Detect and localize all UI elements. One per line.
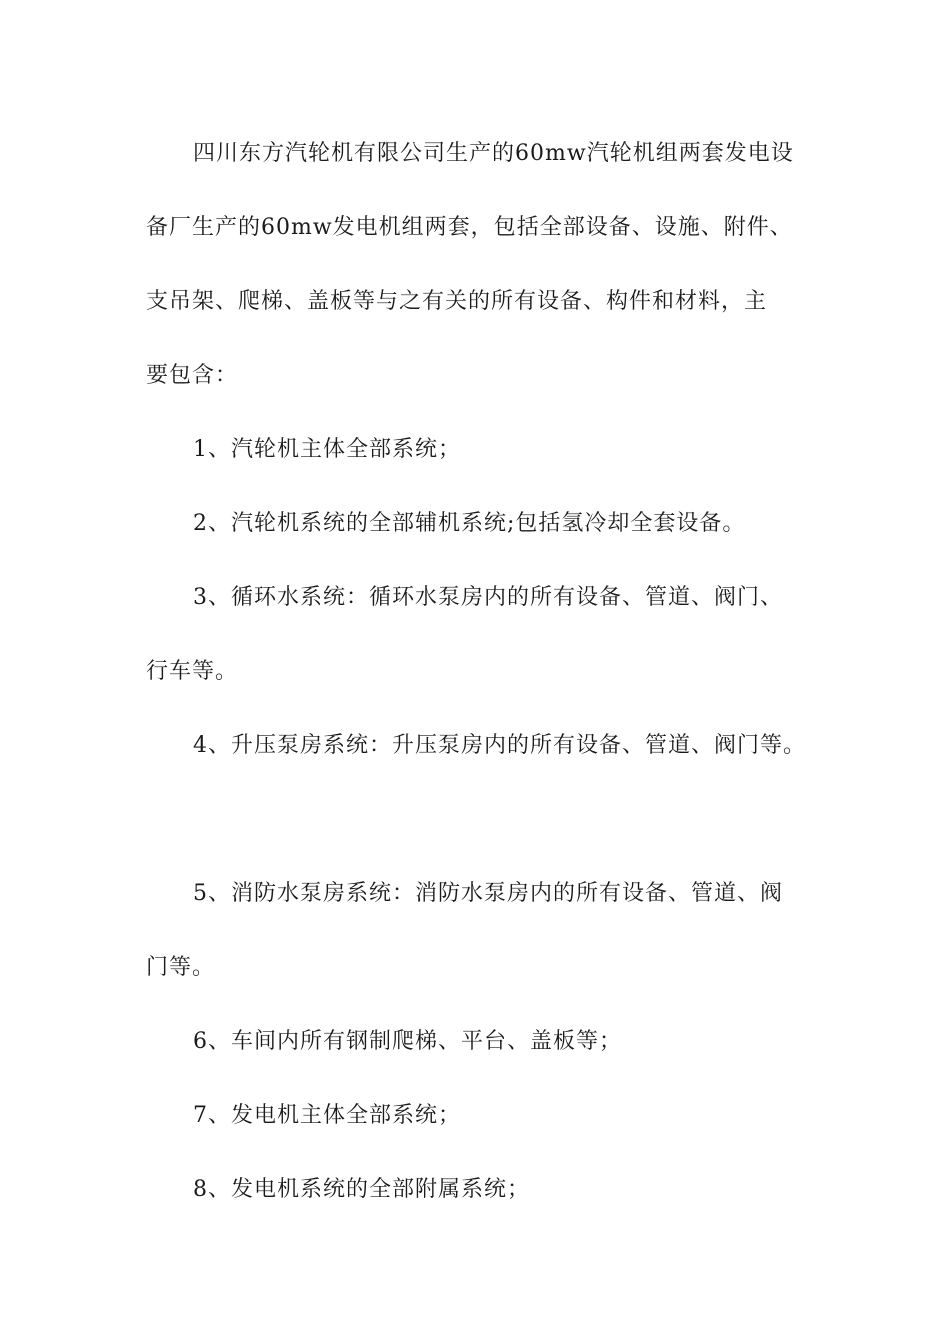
list-item-5-cont: 门等。	[146, 955, 216, 980]
list-item-5: 5、消防水泵房系统：消防水泵房内的所有设备、管道、阀	[193, 881, 783, 906]
intro-line-2: 备厂生产的60mw发电机组两套，包括全部设备、设施、附件、	[146, 215, 793, 240]
list-item-8: 8、发电机系统的全部附属系统；	[193, 1177, 530, 1202]
intro-line-1: 四川东方汽轮机有限公司生产的60mw汽轮机组两套发电设	[193, 141, 794, 166]
list-item-1: 1、汽轮机主体全部系统；	[193, 437, 461, 462]
list-item-6: 6、车间内所有钢制爬梯、平台、盖板等；	[193, 1029, 622, 1054]
list-item-3: 3、循环水系统：循环水泵房内的所有设备、管道、阀门、	[193, 585, 783, 610]
intro-line-4: 要包含：	[146, 363, 239, 388]
list-item-4: 4、升压泵房系统：升压泵房内的所有设备、管道、阀门等。	[193, 733, 806, 758]
intro-line-3: 支吊架、爬梯、盖板等与之有关的所有设备、构件和材料，主	[146, 289, 768, 314]
list-item-7: 7、发电机主体全部系统；	[193, 1103, 461, 1128]
list-item-3-cont: 行车等。	[146, 659, 239, 684]
list-item-2: 2、汽轮机系统的全部辅机系统;包括氢冷却全套设备。	[193, 511, 746, 536]
